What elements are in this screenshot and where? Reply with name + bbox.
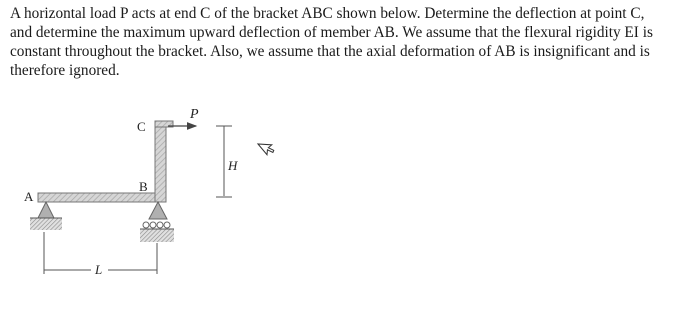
label-point-a: A (24, 189, 34, 204)
roller-support-b (140, 202, 174, 242)
problem-line: and determine the maximum upward deflection of member AB. We assume that the flexural rigidity EI is (10, 24, 653, 41)
label-point-c: C (137, 119, 146, 134)
member-ab (38, 193, 166, 202)
label-height: H (228, 158, 238, 173)
problem-line: constant throughout the bracket. Also, we assume that the axial deformation of AB is insignificant and is (10, 43, 650, 60)
label-point-b: B (139, 179, 148, 194)
problem-line: A horizontal load P acts at end C of the bracket ABC shown below. Determine the deflection at point C, (10, 5, 645, 22)
label-length: L (95, 262, 103, 277)
member-bc (155, 124, 166, 202)
mouse-cursor-icon (258, 138, 276, 157)
pin-support-a (30, 202, 62, 230)
label-load: P (190, 107, 199, 122)
problem-line: therefore ignored. (10, 62, 120, 79)
